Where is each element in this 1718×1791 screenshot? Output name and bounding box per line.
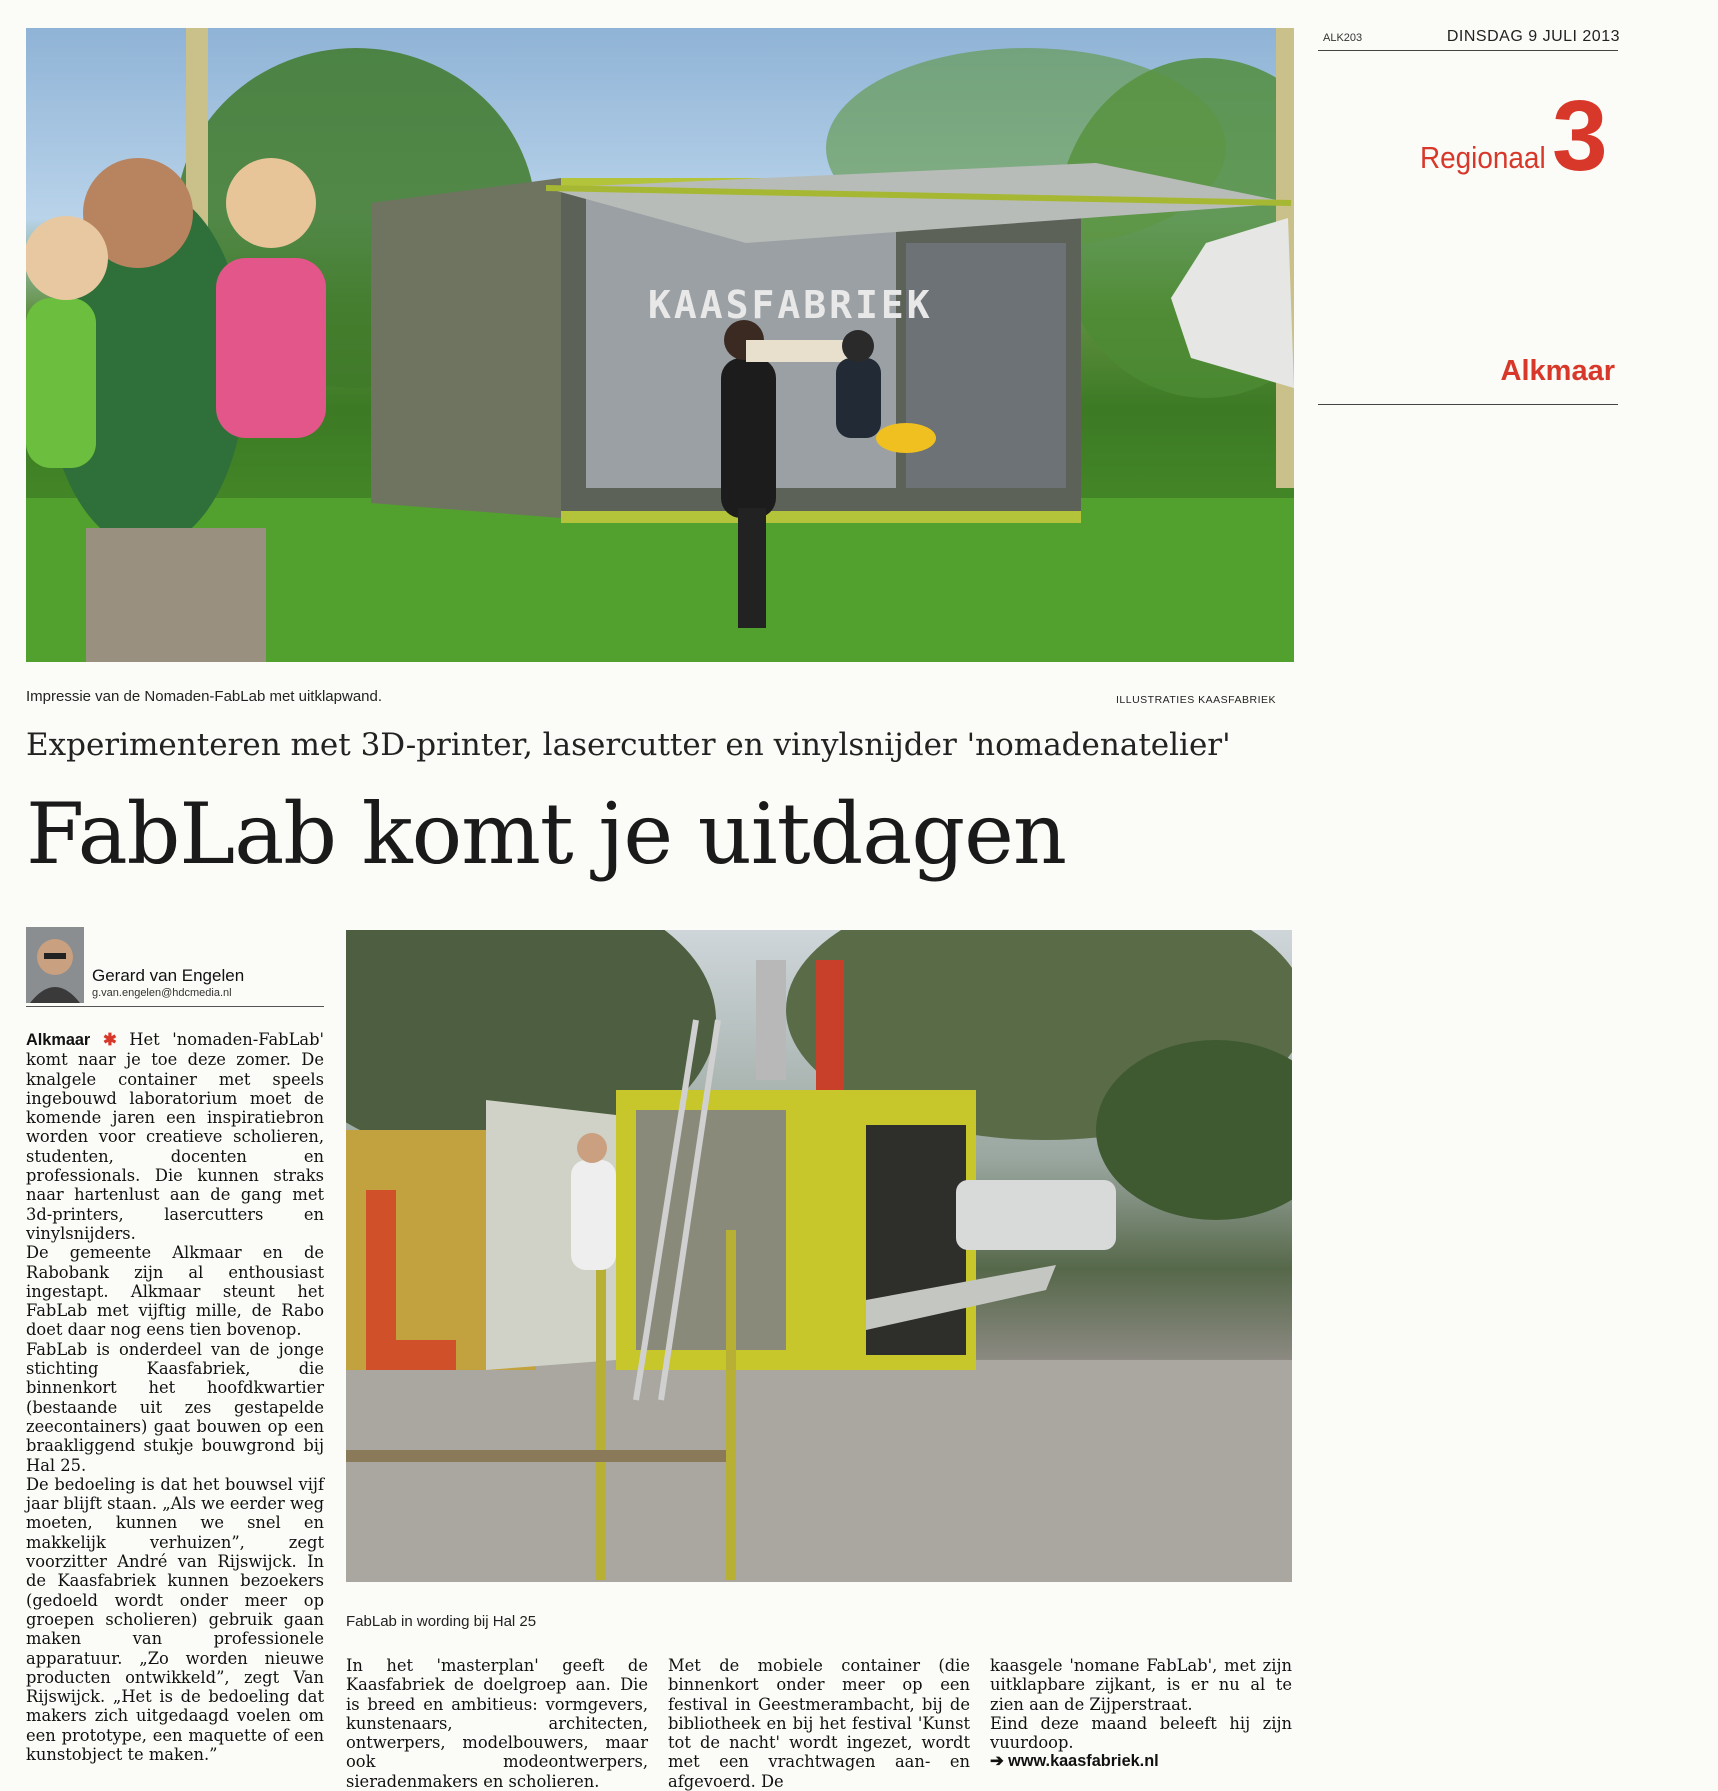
- byline-rule: [26, 1006, 324, 1007]
- paragraph-1-text: Het 'nomaden-FabLab' komt naar je toe deze zomer. De knalgele container met speels ingebouwd laboratorium moet de komende jaren een inspiratiebron worden voor creatieve scholieren, studenten, docenten en professionals. Die kunnen straks naar hartenlust aan de gang met 3d-printers, lasercutters en vinylsnijders.: [26, 1030, 324, 1243]
- paragraph-1: [26, 1030, 324, 1243]
- paragraph-2: De gemeente Alkmaar en de Rabobank zijn al enthousiast ingestapt. Alkmaar steunt het FabLab met vijftig mille, de Rabo doet daar nog eens tien bovenop.: [26, 1243, 324, 1340]
- kaasfabriek-sign: KAASFABRIEK: [648, 283, 933, 327]
- fablab-impression-illustration: [26, 28, 1294, 662]
- issue-date: DINSDAG 9 JULI 2013: [1446, 28, 1620, 45]
- city-rule: [1318, 404, 1618, 405]
- illustration-drawing: [26, 28, 1294, 662]
- author-portrait: [26, 927, 84, 1003]
- construction-drawing: [346, 930, 1292, 1582]
- masthead-rule: [1318, 50, 1618, 51]
- article-column-1: [26, 1030, 324, 1764]
- paragraph-3: FabLab is onderdeel van de jonge stichting Kaasfabriek, die binnenkort het hoofdkwartier (bestaande uit zes gestapelde zeecontainers) gaat bouwen op een braakliggend stukje bouwgrond bij Hal 25.: [26, 1339, 324, 1475]
- article-column-2: In het 'masterplan' geeft de Kaasfabriek de doelgroep aan. Die is breed en ambitieus: vormgevers, kunstenaars, architecten, ontwerpers, modelbouwers, maar ook modeontwerpers, sieradenmakers en scholieren.: [346, 1656, 648, 1791]
- top-photo-caption: Impressie van de Nomaden-FabLab met uitklapwand.: [26, 688, 383, 705]
- edition-code: ALK203: [1323, 32, 1363, 44]
- fablab-construction-photo: [346, 930, 1292, 1582]
- article-headline: FabLab komt je uitdagen: [26, 785, 1066, 883]
- author-avatar: [26, 927, 84, 1003]
- photo-credit: ILLUSTRATIES KAASFABRIEK: [1115, 694, 1276, 706]
- author-email: g.van.engelen@hdcmedia.nl: [92, 987, 232, 999]
- column-4-paragraph-1: kaasgele 'nomane FabLab', met zijn uitklapbare zijkant, is er nu al te zien aan de Zijperstraat.: [990, 1656, 1292, 1714]
- paragraph-4: De bedoeling is dat het bouwsel vijf jaar blijft staan. „Als we eerder weg moeten, kunnen we snel en makkelijk verhuizen”, zegt voorzitter André van Rijswijck. In de Kaasfabriek kunnen bezoekers (gedoeld wordt onder meer op groepen scholieren) gebruik gaan maken van professionele apparatuur. „Zo worden nieuwe producten ontwikkeld”, zegt Van Rijswijck. „Het is de bedoeling dat makers zich uitgedaagd voelen om een prototype, een maquette of een kunstobject te maken.”: [26, 1474, 324, 1764]
- dateline-mark: ✱: [102, 1030, 117, 1049]
- website-link[interactable]: ➔ www.kaasfabriek.nl: [990, 1752, 1159, 1771]
- article-kicker: Experimenteren met 3D-printer, lasercutter en vinylsnijder 'nomadenatelier': [26, 727, 1231, 763]
- section-label: Regionaal: [1420, 140, 1546, 175]
- dateline: Alkmaar: [26, 1031, 91, 1049]
- article-column-4: [990, 1656, 1292, 1772]
- column-4-paragraph-2: Eind deze maand beleeft hij zijn vuurdoop.: [990, 1713, 1292, 1753]
- bottom-photo-caption: FabLab in wording bij Hal 25: [346, 1613, 537, 1630]
- article-column-3: Met de mobiele container (die binnenkort onder meer op een festival in Geestmerambacht, bij de bibliotheek en bij het festival 'Kunst tot de nacht' wordt ingezet, wordt met een vrachtwagen aan- en afgevoerd. De: [668, 1656, 970, 1791]
- author-name: Gerard van Engelen: [92, 966, 245, 985]
- city-label: Alkmaar: [1500, 355, 1615, 387]
- page-number: 3: [1552, 80, 1608, 192]
